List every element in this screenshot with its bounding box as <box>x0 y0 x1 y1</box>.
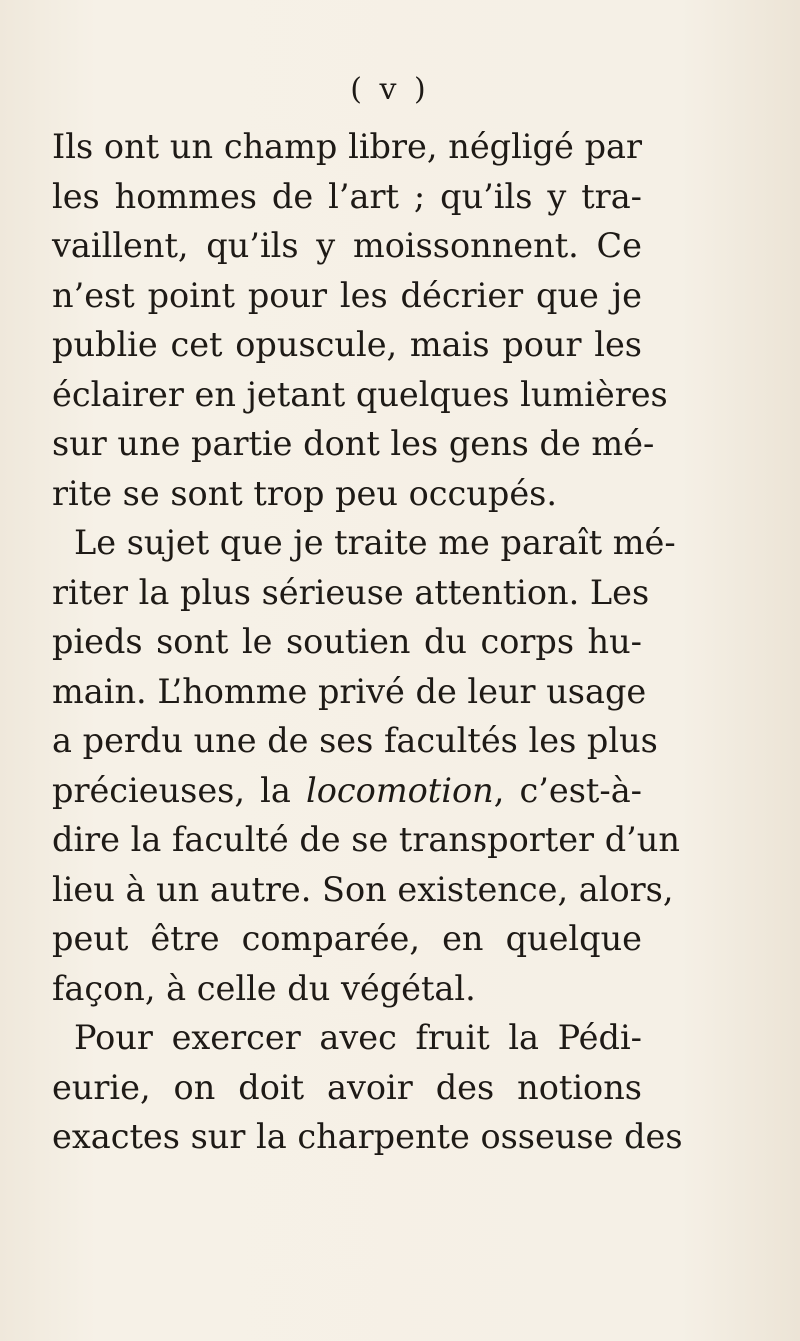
text-line: peut être comparée, en quelque <box>52 919 642 958</box>
text-line: vaillent, qu’ils y moissonnent. Ce <box>52 226 642 265</box>
text-line: Ils ont un champ libre, négligé par <box>52 127 642 166</box>
text-line: main. L’homme privé de leur usage <box>52 671 647 711</box>
text-line: publie cet opuscule, mais pour les <box>52 325 642 364</box>
text-line: les hommes de l’art ; qu’ils y tra- <box>52 176 642 216</box>
text-line: dire la faculté de se transporter d’un <box>52 820 680 859</box>
text-line: exactes sur la charpente osseuse des <box>52 1117 683 1156</box>
emphasized-term: locomotion <box>306 770 494 810</box>
text-line-with-emphasis <box>52 766 642 816</box>
paragraph-start-line: Pour exercer avec fruit la Pédi- <box>74 1018 642 1057</box>
text-line: riter la plus sérieuse attention. Les <box>52 572 650 612</box>
text-line: lieu à un autre. Son existence, alors, <box>52 869 674 909</box>
text-line: pieds sont le soutien du corps hu- <box>52 622 642 661</box>
text-segment: , c’est-à- <box>493 770 642 810</box>
body-text <box>52 122 683 1162</box>
text-line: sur une partie dont les gens de mé- <box>52 424 655 463</box>
text-line: a perdu une de ses facultés les plus <box>52 721 658 760</box>
text-line: n’est point pour les décrier que je <box>52 275 642 315</box>
text-line: eurie, on doit avoir des notions <box>52 1067 642 1107</box>
page-number: ( v ) <box>350 72 430 107</box>
text-segment: précieuses, la <box>52 770 307 810</box>
paragraph-end-line: façon, à celle du végétal. <box>52 968 476 1008</box>
paragraph-end-line: rite se sont trop peu occupés. <box>52 473 557 513</box>
paragraph-start-line: Le sujet que je traite me paraît mé- <box>74 523 676 562</box>
text-line: éclairer en jetant quelques lumières <box>52 374 668 414</box>
